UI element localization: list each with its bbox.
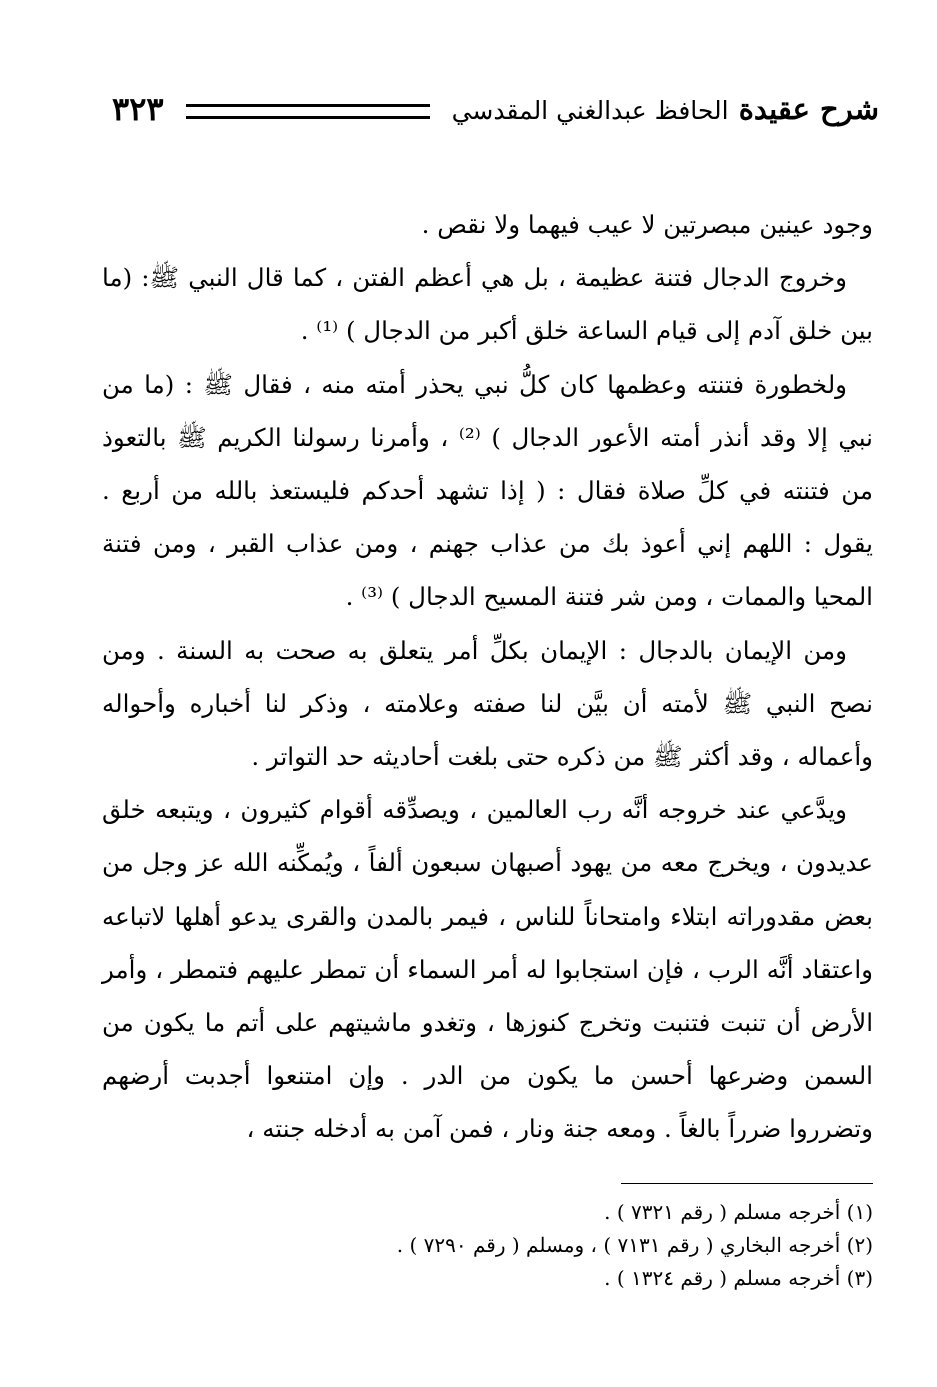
main-text xyxy=(102,198,873,1156)
footnote-2: (٢) أخرجه البخاري ( رقم ٧١٣١ ) ، ومسلم ( رقم ٧٢٩٠ ) . xyxy=(396,1233,873,1257)
paragraph-4: ومن الإيمان بالدجال : الإيمان بكلِّ أمر يتعلق به صحت به السنة . ومن نصح النبي ﷺ لأمته أن بيَّن لنا صفته وعلامته ، وذكر لنا أخباره وأحواله وأعماله ، وقد أكثر ﷺ من ذكره حتى بلغت أحاديثه حد التواتر . xyxy=(102,635,873,772)
page-header xyxy=(112,84,879,134)
footnote-separator xyxy=(621,1183,873,1184)
paragraph-3: ولخطورة فتنته وعظمها كان كلُّ نبي يحذر أمته منه ، فقال ﷺ : (ما من نبي إلا وقد أنذر أمته الأعور الدجال ) ⁽²⁾ ، وأمرنا رسولنا الكريم ﷺ بالتعوذ من فتنته في كلِّ صلاة فقال : ( إذا تشهد أحدكم فليستعذ بالله من أربع . يقول : اللهم إني أعوذ بك من عذاب جهنم ، ومن عذاب القبر ، ومن فتنة المحيا والممات ، ومن شر فتنة المسيح الدجال ) ⁽³⁾ . xyxy=(102,369,873,612)
book-subtitle: الحافظ عبدالغني المقدسي xyxy=(451,96,729,125)
page-number: ٣٢٣ xyxy=(112,90,164,128)
paragraph-5: ويدَّعي عند خروجه أنَّه رب العالمين ، ويصدِّقه أقوام كثيرون ، ويتبعه خلق عديدون ، ويخرج معه من يهود أصبهان سبعون ألفاً ، ويُمكِّنه الله عز وجل من بعض مقدوراته ابتلاء وامتحاناً للناس ، فيمر بالمدن والقرى يدعو أهلها لاتباعه واعتقاد أنَّه الرب ، فإن استجابوا له أمر السماء أن تمطر عليهم فتمطر ، وأمر الأرض أن تنبت فتنبت وتخرج كنوزها ، وتغدو ماشيتهم على أتم ما يكون من السمن وضرعها أحسن ما يكون من الدر . وإن امتنعوا أجدبت أرضهم وتضرروا ضرراً بالغاً . ومعه جنة ونار ، فمن آمن به أدخله جنته ، xyxy=(102,795,873,1144)
footnotes xyxy=(102,1196,873,1295)
paragraph-1: وجود عينين مبصرتين لا عيب فيهما ولا نقص . xyxy=(421,210,873,239)
footnote-3: (٣) أخرجه مسلم ( رقم ١٣٢٤ ) . xyxy=(604,1266,873,1290)
footnote-1: (١) أخرجه مسلم ( رقم ٧٣٢١ ) . xyxy=(604,1200,873,1224)
header-double-rule xyxy=(186,104,430,119)
paragraph-2: وخروج الدجال فتنة عظيمة ، بل هي أعظم الفتن ، كما قال النبي ﷺ: (ما بين خلق آدم إلى قيام الساعة خلق أكبر من الدجال ) ⁽¹⁾ . xyxy=(102,263,873,346)
book-title: شرح عقيدة الحافظ عبدالغني المقدسي xyxy=(451,92,879,126)
